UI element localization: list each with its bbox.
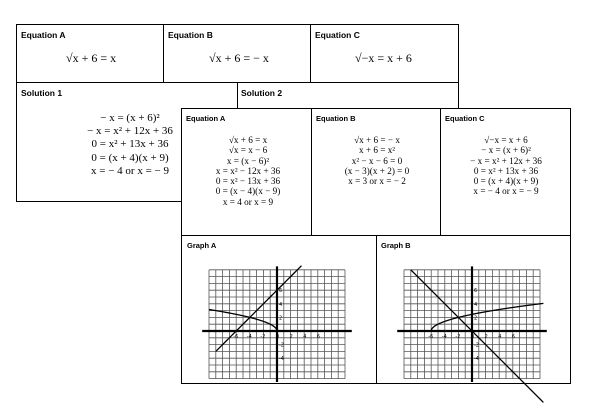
solution-1-line: − x = x² + 12x + 36: [87, 125, 173, 138]
solution-1-steps: [70, 112, 190, 178]
equation-a-line: x = 4 or x = 9: [222, 196, 274, 207]
y-tick-label: 2: [279, 315, 283, 322]
card-1-col-divider-1: [163, 24, 164, 82]
card-1-equation-b: √x + 6 = − x: [209, 51, 269, 65]
card-1-equation-b-title: Equation B: [168, 30, 213, 40]
equation-a-line: √x = x − 6: [228, 145, 268, 156]
solution-1-line: − x = (x + 6)²: [100, 112, 160, 124]
solution-1-line: x = − 4 or x = − 9: [91, 164, 169, 177]
equation-a-line: 0 = (x − 4)(x − 9): [215, 186, 281, 197]
card-2-graph-divider: [376, 235, 377, 384]
card-1-equation-a-title: Equation A: [21, 30, 66, 40]
card-1-equation-c: √−x = x + 6: [355, 51, 412, 65]
y-tick-label: 4: [474, 301, 478, 308]
graph-a: [202, 256, 352, 381]
equation-a-line: √x + 6 = x: [228, 135, 268, 145]
y-tick-label: -4: [279, 356, 284, 363]
x-tick-label: 2: [484, 334, 488, 340]
card-1-equation-a: √x + 6 = x: [66, 51, 117, 65]
card-1-equation-c-title: Equation C: [315, 30, 360, 40]
card-2-equation-a-steps: [196, 135, 300, 207]
y-tick-label: -2: [279, 342, 284, 349]
x-tick-label: -6: [428, 334, 434, 340]
equation-c-line: x = − 4 or x = − 9: [473, 186, 539, 197]
card-1-solution-divider: [237, 82, 238, 108]
graph-b-title: Graph B: [381, 241, 411, 250]
x-tick-label: -4: [441, 334, 447, 340]
solution-2-title: Solution 2: [241, 88, 283, 98]
equation-b-line: x + 6 = x²: [358, 145, 396, 156]
card-2-equation-b-steps: [325, 135, 429, 186]
equation-c-line: √−x = x + 6: [484, 135, 528, 145]
equation-b-line: x = 3 or x = − 2: [348, 176, 406, 187]
equation-b-line: (x − 3)(x + 2) = 0: [344, 165, 410, 176]
graph-b: [397, 256, 547, 381]
equation-c-line: − x = (x + 6)²: [481, 145, 531, 156]
graph-a-title: Graph A: [187, 241, 217, 250]
card-2-col-divider-1: [311, 108, 312, 235]
solution-1-title: Solution 1: [21, 88, 63, 98]
card-2-equation-a-title: Equation A: [186, 114, 226, 123]
equation-a-line: x = (x − 6)²: [226, 155, 270, 166]
card-2-equation-c-title: Equation C: [445, 114, 485, 123]
y-tick-label: 6: [474, 288, 478, 295]
y-tick-label: 6: [279, 288, 283, 295]
x-tick-label: 0: [471, 334, 475, 340]
card-2-col-divider-2: [440, 108, 441, 235]
x-tick-label: 2: [289, 334, 293, 340]
equation-a-line: 0 = x² − 13x + 36: [215, 176, 281, 187]
y-tick-label: -2: [474, 342, 479, 349]
equation-c-line: 0 = x² + 13x + 36: [473, 165, 539, 176]
x-tick-label: 6: [511, 334, 515, 340]
equation-b-line: √x + 6 = − x: [354, 135, 400, 145]
equation-c-line: − x = x² + 12x + 36: [470, 155, 542, 166]
card-1-col-divider-2: [310, 24, 311, 82]
x-tick-label: 4: [303, 334, 307, 340]
x-tick-label: 0: [276, 334, 280, 340]
solution-1-line: 0 = (x + 4)(x + 9): [91, 151, 169, 164]
equation-c-line: 0 = (x + 4)(x + 9): [473, 176, 539, 187]
equation-b-line: x² − x − 6 = 0: [351, 155, 403, 166]
x-tick-label: 6: [316, 334, 320, 340]
solution-1-line: 0 = x² + 13x + 36: [91, 138, 169, 151]
y-tick-label: -4: [474, 356, 479, 363]
y-tick-label: 2: [474, 315, 478, 322]
x-tick-label: -6: [233, 334, 239, 340]
y-tick-label: 4: [279, 301, 283, 308]
card-2-equation-b-title: Equation B: [316, 114, 356, 123]
x-tick-label: -2: [455, 334, 461, 340]
x-tick-label: 4: [498, 334, 502, 340]
x-tick-label: -4: [246, 334, 252, 340]
card-2-equation-c-steps: [450, 135, 562, 197]
equation-a-line: x = x² − 12x + 36: [215, 165, 281, 176]
x-tick-label: -2: [260, 334, 266, 340]
